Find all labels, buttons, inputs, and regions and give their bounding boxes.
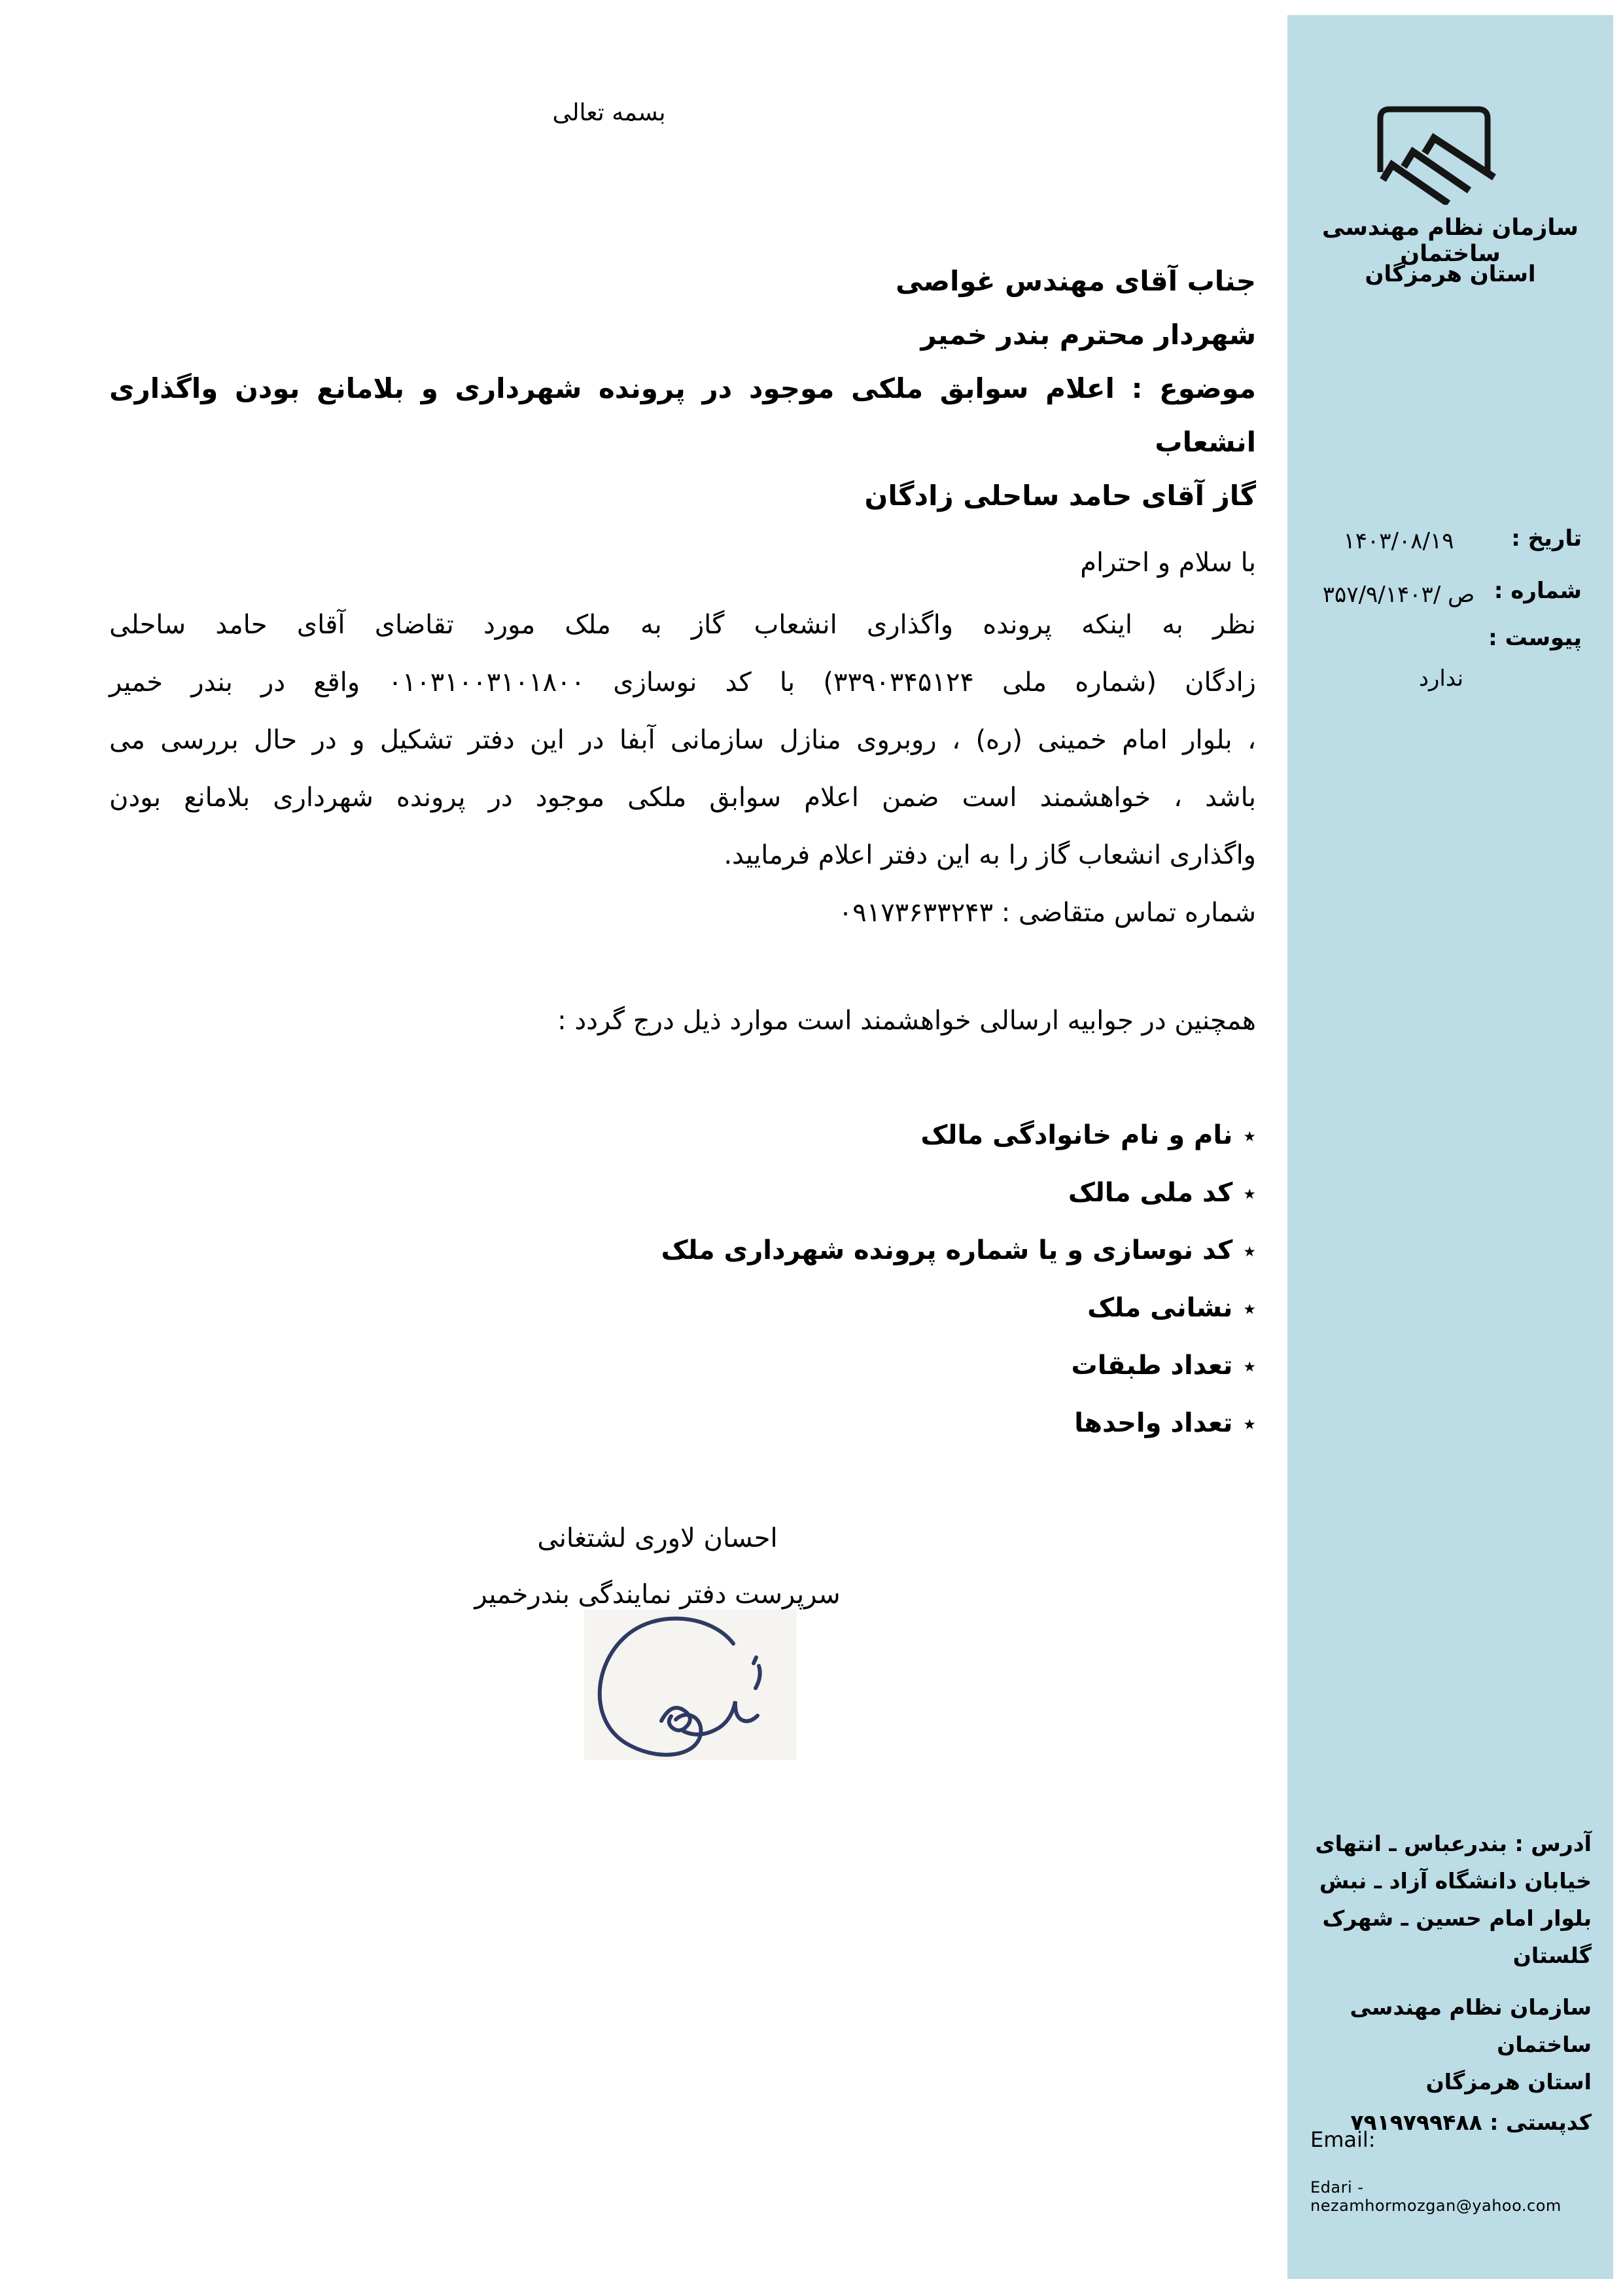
salutation: با سلام و احترام bbox=[1080, 548, 1256, 578]
list-item bbox=[109, 1395, 1256, 1453]
sidebar bbox=[1287, 15, 1613, 2279]
email-address: Edari - nezamhormozgan@yahoo.com bbox=[1310, 2178, 1562, 2215]
recipient-block bbox=[109, 255, 1256, 523]
letter-body bbox=[109, 596, 1256, 942]
applicant-phone-line: شماره تماس متقاضی : ۰۹۱۷۳۶۳۳۲۴۳ bbox=[838, 898, 1256, 928]
postal-code-line: کدپستی : ۷۹۱۹۷۹۹۴۸۸ bbox=[1350, 2110, 1592, 2135]
subject-line-continued: گاز آقای حامد ساحلی زادگان bbox=[864, 480, 1256, 512]
org-footer-line: سازمان نظام مهندسی ساختمان bbox=[1350, 1994, 1592, 2057]
address-block bbox=[1306, 1825, 1592, 2141]
signer-name: احسان لاوری لشتغانی bbox=[537, 1523, 778, 1553]
body-line: باشد ، خواهشمند است ضمن اعلام سوابق ملکی موجود در پرونده شهرداری بلامانع بودن bbox=[109, 783, 1256, 813]
list-item bbox=[109, 1107, 1256, 1165]
list-item bbox=[109, 1165, 1256, 1222]
asterisk-bullet-icon: ٭ bbox=[1243, 1296, 1256, 1322]
handwritten-signature bbox=[584, 1610, 797, 1760]
email-label: Email: bbox=[1310, 2127, 1376, 2152]
asterisk-bullet-icon: ٭ bbox=[1243, 1411, 1256, 1438]
body-line: واگذاری انشعاب گاز را به این دفتر اعلام فرمایید. bbox=[724, 840, 1256, 870]
list-item-label: نشانی ملک bbox=[1087, 1293, 1233, 1323]
body-line: زادگان (شماره ملی ۳۳۹۰۳۴۵۱۲۴) با کد نوسازی ۰۱۰۳۱۰۰۳۱۰۱۸۰۰ واقع در بندر خمیر bbox=[109, 667, 1256, 698]
asterisk-bullet-icon: ٭ bbox=[1243, 1123, 1256, 1150]
signature-drawing bbox=[584, 1610, 797, 1760]
subject-line: موضوع : اعلام سوابق ملکی موجود در پرونده شهرداری و بلامانع بودن واگذاری انشعاب bbox=[109, 372, 1256, 458]
required-items-list bbox=[109, 1107, 1256, 1453]
list-item-label: کد نوسازی و یا شماره پرونده شهرداری ملک bbox=[661, 1235, 1233, 1265]
asterisk-bullet-icon: ٭ bbox=[1243, 1180, 1256, 1207]
date-value: ۱۴۰۳/۰۸/۱۹ bbox=[1343, 528, 1454, 554]
asterisk-bullet-icon: ٭ bbox=[1243, 1238, 1256, 1265]
signature-block bbox=[386, 1510, 929, 1623]
address-line: گلستان bbox=[1512, 1943, 1592, 1968]
org-name-line1: سازمان نظام مهندسی ساختمان bbox=[1322, 215, 1579, 267]
letter-number-label: شماره : bbox=[1493, 578, 1582, 604]
recipient-name-line: جناب آقای مهندس غواصی bbox=[895, 265, 1256, 297]
list-item bbox=[109, 1337, 1256, 1395]
org-logo-icon bbox=[1366, 99, 1497, 205]
body-line: ، بلوار امام خمینی (ره) ، روبروی منازل سازمانی آبفا در این دفتر تشکیل و در حال بررسی می bbox=[109, 725, 1256, 755]
attachment-value: ندارد bbox=[1418, 665, 1464, 692]
recipient-title-line: شهردار محترم بندر خمیر bbox=[920, 319, 1256, 351]
list-item bbox=[109, 1280, 1256, 1337]
list-item-label: کد ملی مالک bbox=[1068, 1178, 1233, 1208]
attachment-label: پیوست : bbox=[1488, 625, 1582, 651]
signer-title: سرپرست دفتر نمایندگی بندرخمیر bbox=[474, 1580, 841, 1610]
request-line: همچنین در جوابیه ارسالی خواهشمند است موارد ذیل درج گردد : bbox=[557, 1006, 1256, 1036]
list-item bbox=[109, 1222, 1256, 1280]
list-item-label: نام و نام خانوادگی مالک bbox=[920, 1120, 1233, 1150]
date-label: تاریخ : bbox=[1511, 525, 1582, 552]
list-item-label: تعداد طبقات bbox=[1071, 1351, 1233, 1381]
list-item-label: تعداد واحدها bbox=[1074, 1408, 1233, 1438]
asterisk-bullet-icon: ٭ bbox=[1243, 1353, 1256, 1380]
address-line: خیابان دانشگاه آزاد ـ نبش bbox=[1319, 1868, 1592, 1894]
org-footer-line: استان هرمزگان bbox=[1425, 2069, 1592, 2094]
address-line: آدرس : بندرعباس ـ انتهای bbox=[1315, 1831, 1592, 1856]
bismillah-header: بسمه تعالی bbox=[552, 99, 666, 126]
letter-number-value: ص /۳۵۷/۹/۱۴۰۳ bbox=[1322, 582, 1475, 608]
body-line: نظر به اینکه پرونده واگذاری انشعاب گاز به ملک مورد تقاضای آقای حامد ساحلی bbox=[109, 610, 1256, 640]
org-name-line2: استان هرمزگان bbox=[1365, 261, 1536, 287]
address-line: بلوار امام حسین ـ شهرک bbox=[1322, 1905, 1592, 1931]
